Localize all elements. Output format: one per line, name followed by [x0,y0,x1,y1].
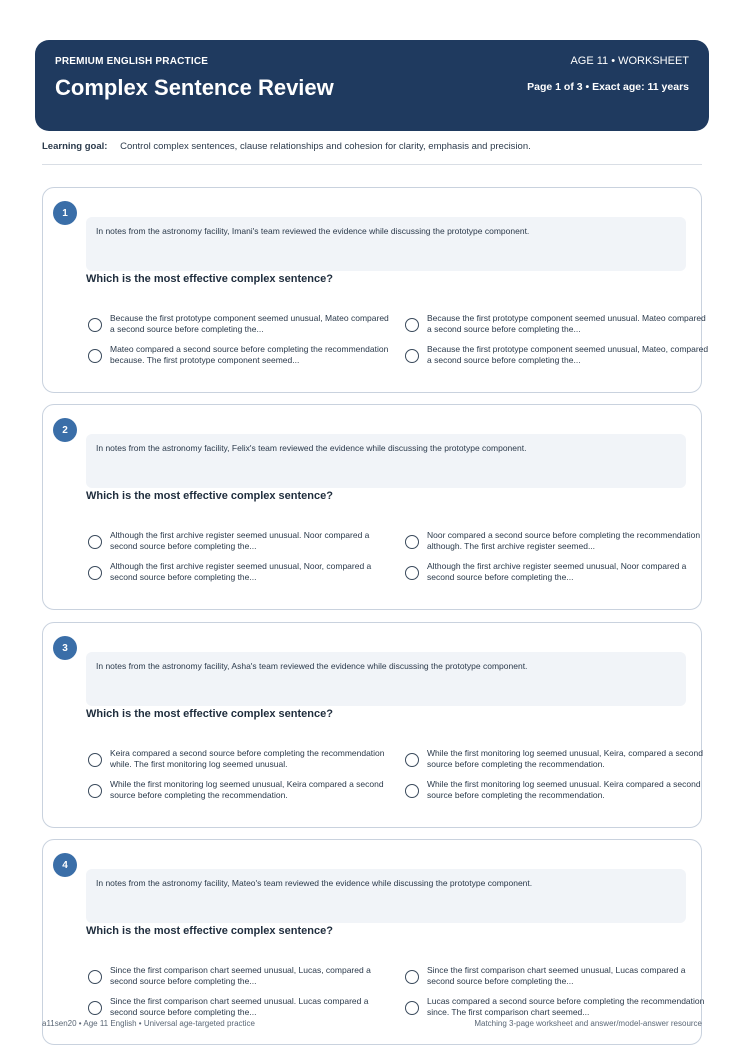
question-card-2 [42,404,702,610]
question-prompt: Which is the most effective complex sentence? [86,490,333,502]
radio-button[interactable] [405,535,419,549]
radio-button[interactable] [405,566,419,580]
answer-option-c[interactable] [88,996,393,1018]
answer-option-b[interactable] [405,965,710,987]
radio-button[interactable] [405,349,419,363]
answer-option-text: Since the first comparison chart seemed unusual, Lucas compared a second source before completing the... [427,965,686,986]
question-prompt: Which is the most effective complex sentence? [86,708,333,720]
answer-option-text: Although the first archive register seemed unusual. Noor compared a second source before completing the... [110,530,370,551]
question-card-4 [42,839,705,1045]
answer-option-a[interactable] [88,313,393,335]
radio-button[interactable] [88,566,102,580]
learning-goal-text: Control complex sentences, clause relationships and cohesion for clarity, emphasis and precision. [120,141,531,152]
answer-option-text: Mateo compared a second source before completing the recommendation because. The first prototype component seemed... [110,344,389,365]
question-context: In notes from the astronomy facility, Imani's team reviewed the evidence while discussing the prototype component. [86,217,686,271]
question-context: In notes from the astronomy facility, Mateo's team reviewed the evidence while discussing the prototype component. [86,869,686,923]
header-kicker: PREMIUM ENGLISH PRACTICE [55,56,209,67]
radio-button[interactable] [88,753,102,767]
answer-option-text: Since the first comparison chart seemed unusual, Lucas, compared a second source before completing the... [110,965,371,986]
answer-option-a[interactable] [88,748,393,770]
answer-option-c[interactable] [88,561,393,583]
footer-left: a11sen20 • Age 11 English • Universal age-targeted practice [42,1019,255,1028]
question-number-badge: 1 [53,201,77,225]
question-context: In notes from the astronomy facility, Felix's team reviewed the evidence while discussing the prototype component. [86,434,686,488]
answer-option-text: While the first monitoring log seemed unusual, Keira, compared a second source before completing the recommendation. [427,748,703,769]
question-prompt: Which is the most effective complex sentence? [86,273,333,285]
answer-option-d[interactable] [405,561,710,583]
radio-button[interactable] [405,753,419,767]
answer-option-c[interactable] [88,779,393,801]
question-card-1 [42,187,709,393]
question-card-3 [42,622,702,828]
question-number-badge: 4 [53,853,77,877]
answer-option-text: Because the first prototype component seemed unusual. Mateo compared a second source before completing the... [427,313,706,334]
answer-option-b[interactable] [405,313,710,335]
answer-option-d[interactable] [405,344,710,366]
radio-button[interactable] [88,349,102,363]
question-context: In notes from the astronomy facility, Asha's team reviewed the evidence while discussing the prototype component. [86,652,686,706]
radio-button[interactable] [88,1001,102,1015]
worksheet-header [35,40,709,131]
answer-option-a[interactable] [88,965,393,987]
page-title: Complex Sentence Review [55,75,334,100]
answer-option-d[interactable] [405,779,710,801]
radio-button[interactable] [88,535,102,549]
answer-option-text: While the first monitoring log seemed unusual. Keira compared a second source before completing the recommendation. [427,779,701,800]
answer-option-c[interactable] [88,344,393,366]
radio-button[interactable] [88,970,102,984]
question-prompt: Which is the most effective complex sentence? [86,925,333,937]
radio-button[interactable] [405,970,419,984]
answer-option-a[interactable] [88,530,393,552]
answer-option-text: Keira compared a second source before completing the recommendation while. The first monitoring log seemed unusual. [110,748,385,769]
radio-button[interactable] [405,1001,419,1015]
answer-option-b[interactable] [405,530,710,552]
learning-goal [42,141,702,152]
answer-option-text: Lucas compared a second source before completing the recommendation since. The first comparison chart seemed... [427,996,705,1017]
answer-option-text: Although the first archive register seemed unusual, Noor, compared a second source before completing the... [110,561,372,582]
radio-button[interactable] [405,318,419,332]
radio-button[interactable] [405,784,419,798]
answer-option-text: Since the first comparison chart seemed unusual. Lucas compared a second source before completing the... [110,996,369,1017]
learning-goal-label: Learning goal: [42,141,108,152]
question-number-badge: 3 [53,636,77,660]
footer-right: Matching 3-page worksheet and answer/model-answer resource [474,1019,702,1028]
header-age-label: AGE 11 • WORKSHEET [570,55,689,67]
answer-option-text: Noor compared a second source before completing the recommendation although. The first archive register seemed... [427,530,701,551]
question-number-badge: 2 [53,418,77,442]
answer-option-text: Because the first prototype component seemed unusual, Mateo, compared a second source before completing the... [427,344,709,365]
answer-option-d[interactable] [405,996,710,1018]
answer-option-text: Because the first prototype component seemed unusual, Mateo compared a second source before completing the... [110,313,389,334]
radio-button[interactable] [88,784,102,798]
header-page-info: Page 1 of 3 • Exact age: 11 years [527,81,689,93]
answer-option-b[interactable] [405,748,710,770]
radio-button[interactable] [88,318,102,332]
answer-option-text: Although the first archive register seemed unusual, Noor compared a second source before completing the... [427,561,687,582]
divider [42,164,702,165]
answer-option-text: While the first monitoring log seemed unusual, Keira compared a second source before completing the recommendation. [110,779,384,800]
